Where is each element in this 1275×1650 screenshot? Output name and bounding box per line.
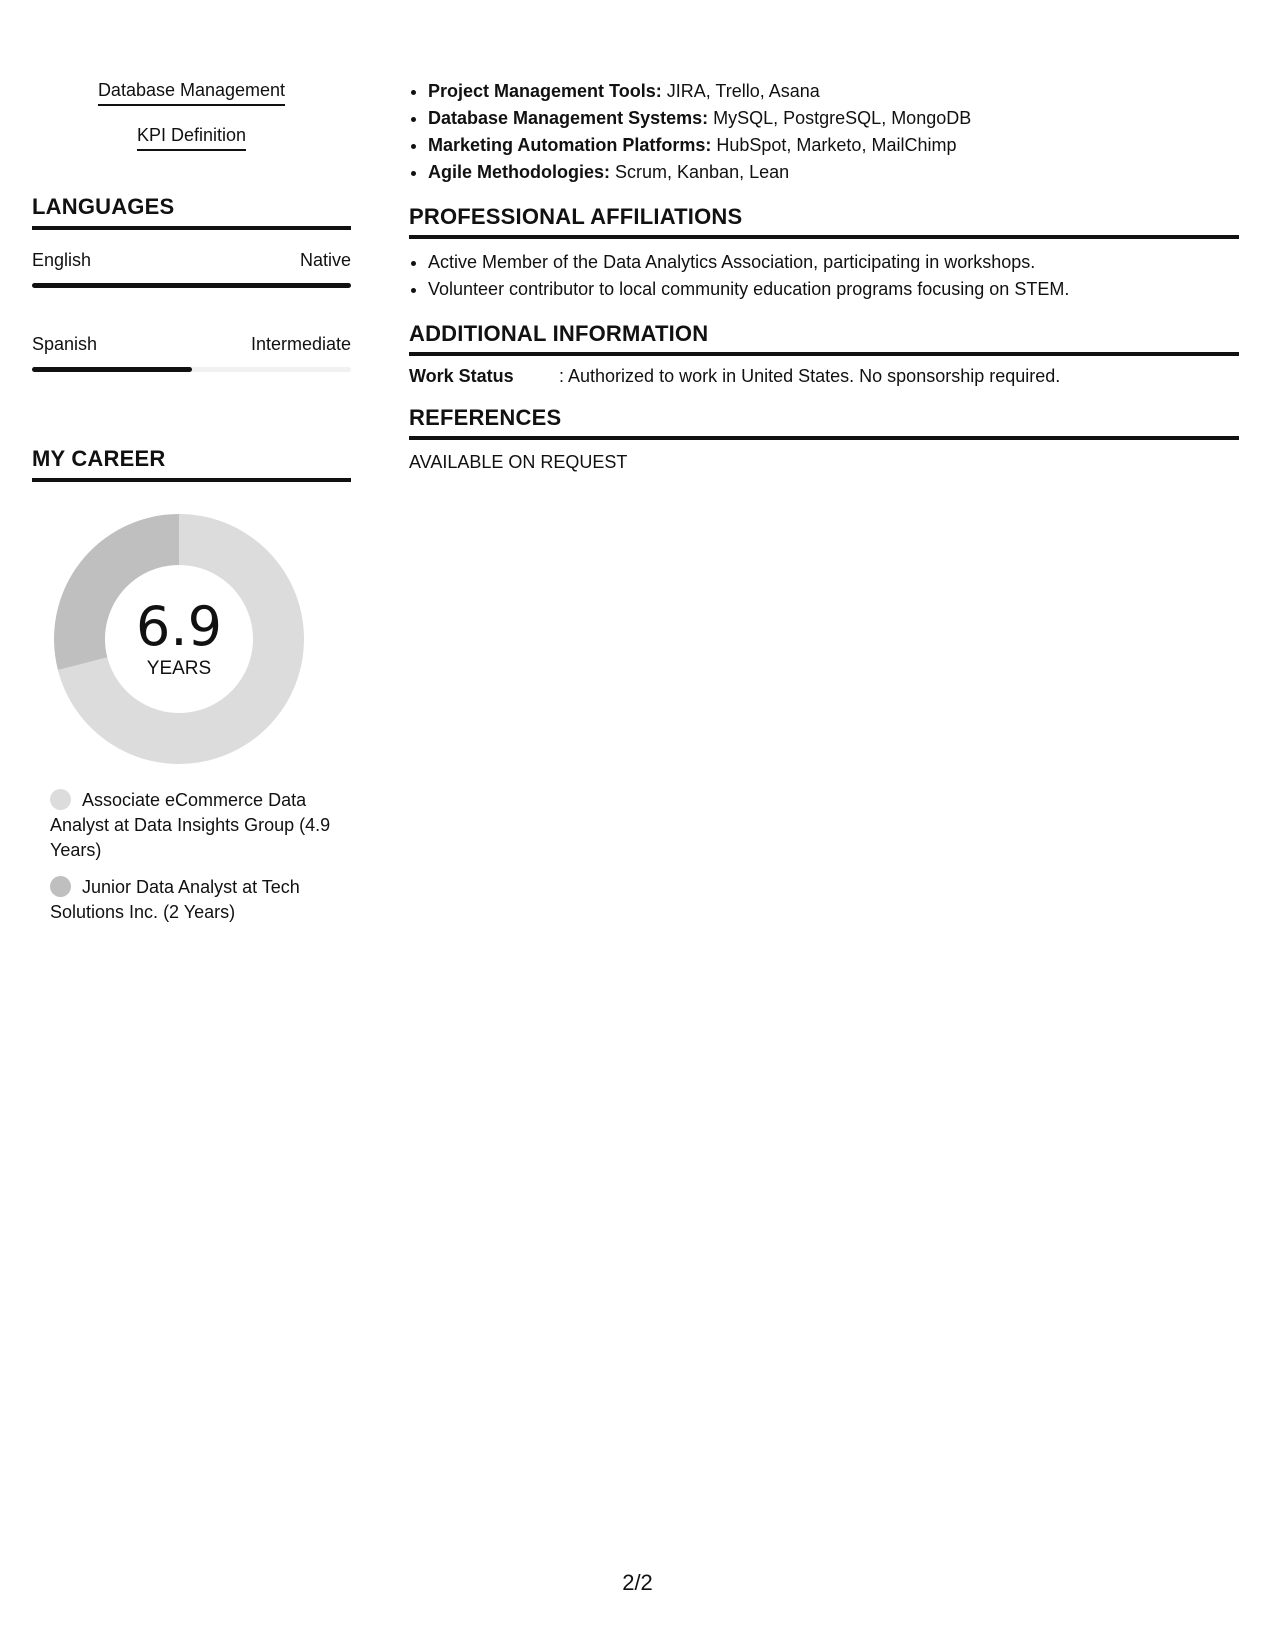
page-number: 2/2 <box>622 1570 653 1595</box>
right-column <box>409 78 1239 473</box>
language-bar <box>32 283 351 288</box>
references-text: AVAILABLE ON REQUEST <box>409 452 628 472</box>
career-total-unit: YEARS <box>146 658 212 679</box>
language-level: Intermediate <box>250 334 351 354</box>
left-column <box>32 80 351 937</box>
affiliations-heading: PROFESSIONAL AFFILIATIONS <box>409 204 1239 239</box>
career-heading: MY CAREER <box>32 446 351 482</box>
career-total-years: 6.9 <box>136 595 222 658</box>
legend-item <box>50 875 340 925</box>
language-bar <box>32 367 351 372</box>
list-item: • Volunteer contributor to local community education programs focusing on STEM. <box>428 276 1239 303</box>
language-bar-fill <box>32 367 192 372</box>
career-donut-chart <box>54 514 304 764</box>
tools-list <box>409 78 1239 186</box>
language-item <box>32 230 351 288</box>
tool-label: Agile Methodologies: <box>428 162 610 182</box>
language-name: English <box>32 250 92 270</box>
languages-heading: LANGUAGES <box>32 194 351 230</box>
legend-item <box>50 788 340 863</box>
list-item <box>428 132 1239 159</box>
references-heading: REFERENCES <box>409 405 1239 440</box>
affiliations-section <box>409 204 1239 303</box>
tool-value: JIRA, Trello, Asana <box>666 81 820 101</box>
skill-tag: KPI Definition <box>137 125 246 151</box>
legend-label: Associate eCommerce Data Analyst at Data Insights Group (4.9 Years) <box>50 790 331 860</box>
tool-value: HubSpot, Marketo, MailChimp <box>716 135 957 155</box>
skill-tags <box>32 80 351 170</box>
donut-center <box>54 514 304 764</box>
tool-label: Marketing Automation Platforms: <box>428 135 712 155</box>
list-item <box>428 105 1239 132</box>
legend-label: Junior Data Analyst at Tech Solutions Inc. (2 Years) <box>50 877 300 922</box>
affiliations-list <box>409 249 1239 303</box>
tool-label: Database Management Systems: <box>428 108 709 128</box>
references-section <box>409 405 1239 473</box>
languages-section <box>32 194 351 372</box>
additional-info-heading: ADDITIONAL INFORMATION <box>409 321 1239 356</box>
work-status-row <box>409 366 1239 387</box>
language-name: Spanish <box>32 334 98 354</box>
career-legend <box>50 788 340 925</box>
work-status-label: Work Status <box>409 366 514 386</box>
list-item: • Active Member of the Data Analytics Association, participating in workshops. <box>428 249 1239 276</box>
legend-dot-icon <box>50 789 71 810</box>
list-item <box>428 78 1239 105</box>
list-item <box>428 159 1239 186</box>
tool-value: MySQL, PostgreSQL, MongoDB <box>713 108 972 128</box>
skill-tag: Database Management <box>98 80 285 106</box>
language-level: Native <box>299 250 351 270</box>
additional-info-section <box>409 321 1239 387</box>
work-status-value: : Authorized to work in United States. No sponsorship required. <box>559 366 1061 386</box>
language-bar-fill <box>32 283 351 288</box>
tool-label: Project Management Tools: <box>428 81 662 101</box>
career-section <box>32 446 351 925</box>
language-item <box>32 314 351 372</box>
tool-value: Scrum, Kanban, Lean <box>615 162 790 182</box>
legend-dot-icon <box>50 876 71 897</box>
